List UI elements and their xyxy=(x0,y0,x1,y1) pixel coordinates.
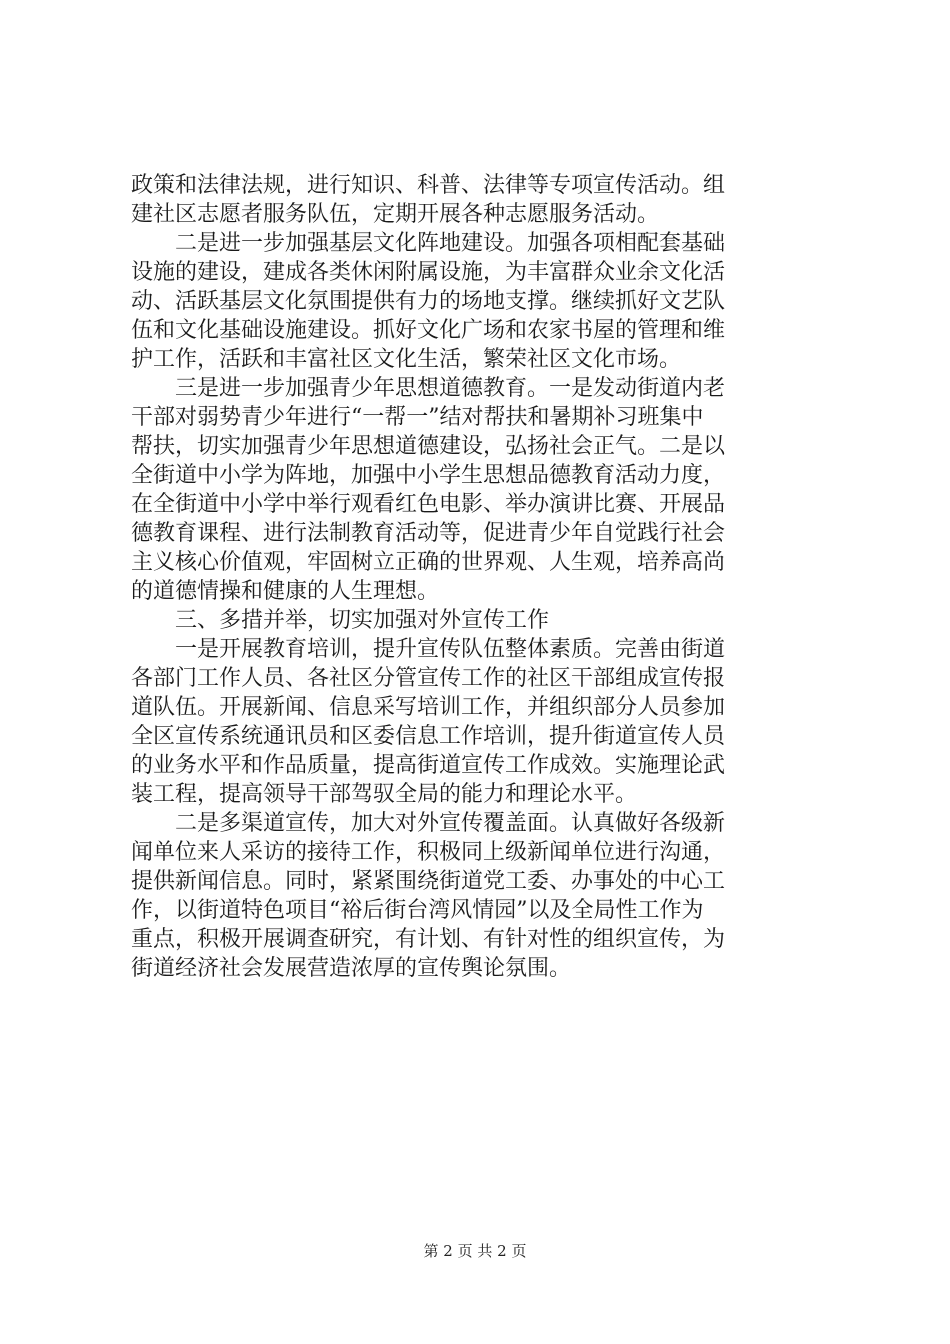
text-line: 干部对弱势青少年进行“一帮一”结对帮扶和暑期补习班集中 xyxy=(131,405,704,430)
paragraph-start-line: 三是进一步加强青少年思想道德教育。一是发动街道内老 xyxy=(131,376,726,401)
paragraph-start-line: 二是多渠道宣传，加大对外宣传覆盖面。认真做好各级新 xyxy=(131,811,726,836)
text-line: 作，以街道特色项目“裕后街台湾风情园”以及全局性工作为 xyxy=(131,898,704,923)
text-line: 伍和文化基础设施建设。抓好文化广场和农家书屋的管理和维 xyxy=(131,318,726,343)
text-line: 闻单位来人采访的接待工作，积极同上级新闻单位进行沟通， xyxy=(131,840,726,865)
paragraph-start-line: 一是开展教育培训，提升宣传队伍整体素质。完善由街道 xyxy=(131,637,726,662)
text-line: 在全街道中小学中举行观看红色电影、举办演讲比赛、开展品 xyxy=(131,492,726,517)
document-body xyxy=(131,171,831,983)
text-line: 动、活跃基层文化氛围提供有力的场地支撑。继续抓好文艺队 xyxy=(131,289,726,314)
text-line: 重点，积极开展调查研究，有计划、有针对性的组织宣传，为 xyxy=(131,927,726,952)
text-line: 全区宣传系统通讯员和区委信息工作培训，提升街道宣传人员 xyxy=(131,724,726,749)
text-line: 街道经济社会发展营造浓厚的宣传舆论氛围。 xyxy=(131,956,572,981)
page-footer xyxy=(0,1241,950,1261)
text-line: 装工程，提高领导干部驾驭全局的能力和理论水平。 xyxy=(131,782,638,807)
section-heading: 三、多措并举，切实加强对外宣传工作 xyxy=(131,608,550,633)
text-line: 全街道中小学为阵地，加强中小学生思想品德教育活动力度， xyxy=(131,463,726,488)
text-line: 设施的建设，建成各类休闲附属设施，为丰富群众业余文化活 xyxy=(131,260,726,285)
text-line: 的业务水平和作品质量，提高街道宣传工作成效。实施理论武 xyxy=(131,753,726,778)
page-number: 第 2 页 共 2 页 xyxy=(423,1242,527,1260)
text-line: 道队伍。开展新闻、信息采写培训工作，并组织部分人员参加 xyxy=(131,695,726,720)
text-line: 护工作，活跃和丰富社区文化生活，繁荣社区文化市场。 xyxy=(131,347,682,372)
text-line: 政策和法律法规，进行知识、科普、法律等专项宣传活动。组 xyxy=(131,173,726,198)
paragraph-start-line: 二是进一步加强基层文化阵地建设。加强各项相配套基础 xyxy=(131,231,726,256)
text-line: 德教育课程、进行法制教育活动等，促进青少年自觉践行社会 xyxy=(131,521,726,546)
text-line: 帮扶，切实加强青少年思想道德建设，弘扬社会正气。二是以 xyxy=(131,434,726,459)
text-line: 建社区志愿者服务队伍，定期开展各种志愿服务活动。 xyxy=(131,202,660,227)
text-line: 主义核心价值观，牢固树立正确的世界观、人生观，培养高尚 xyxy=(131,550,726,575)
text-line: 提供新闻信息。同时，紧紧围绕街道党工委、办事处的中心工 xyxy=(131,869,726,894)
text-line: 各部门工作人员、各社区分管宣传工作的社区干部组成宣传报 xyxy=(131,666,726,691)
text-line: 的道德情操和健康的人生理想。 xyxy=(131,579,440,604)
